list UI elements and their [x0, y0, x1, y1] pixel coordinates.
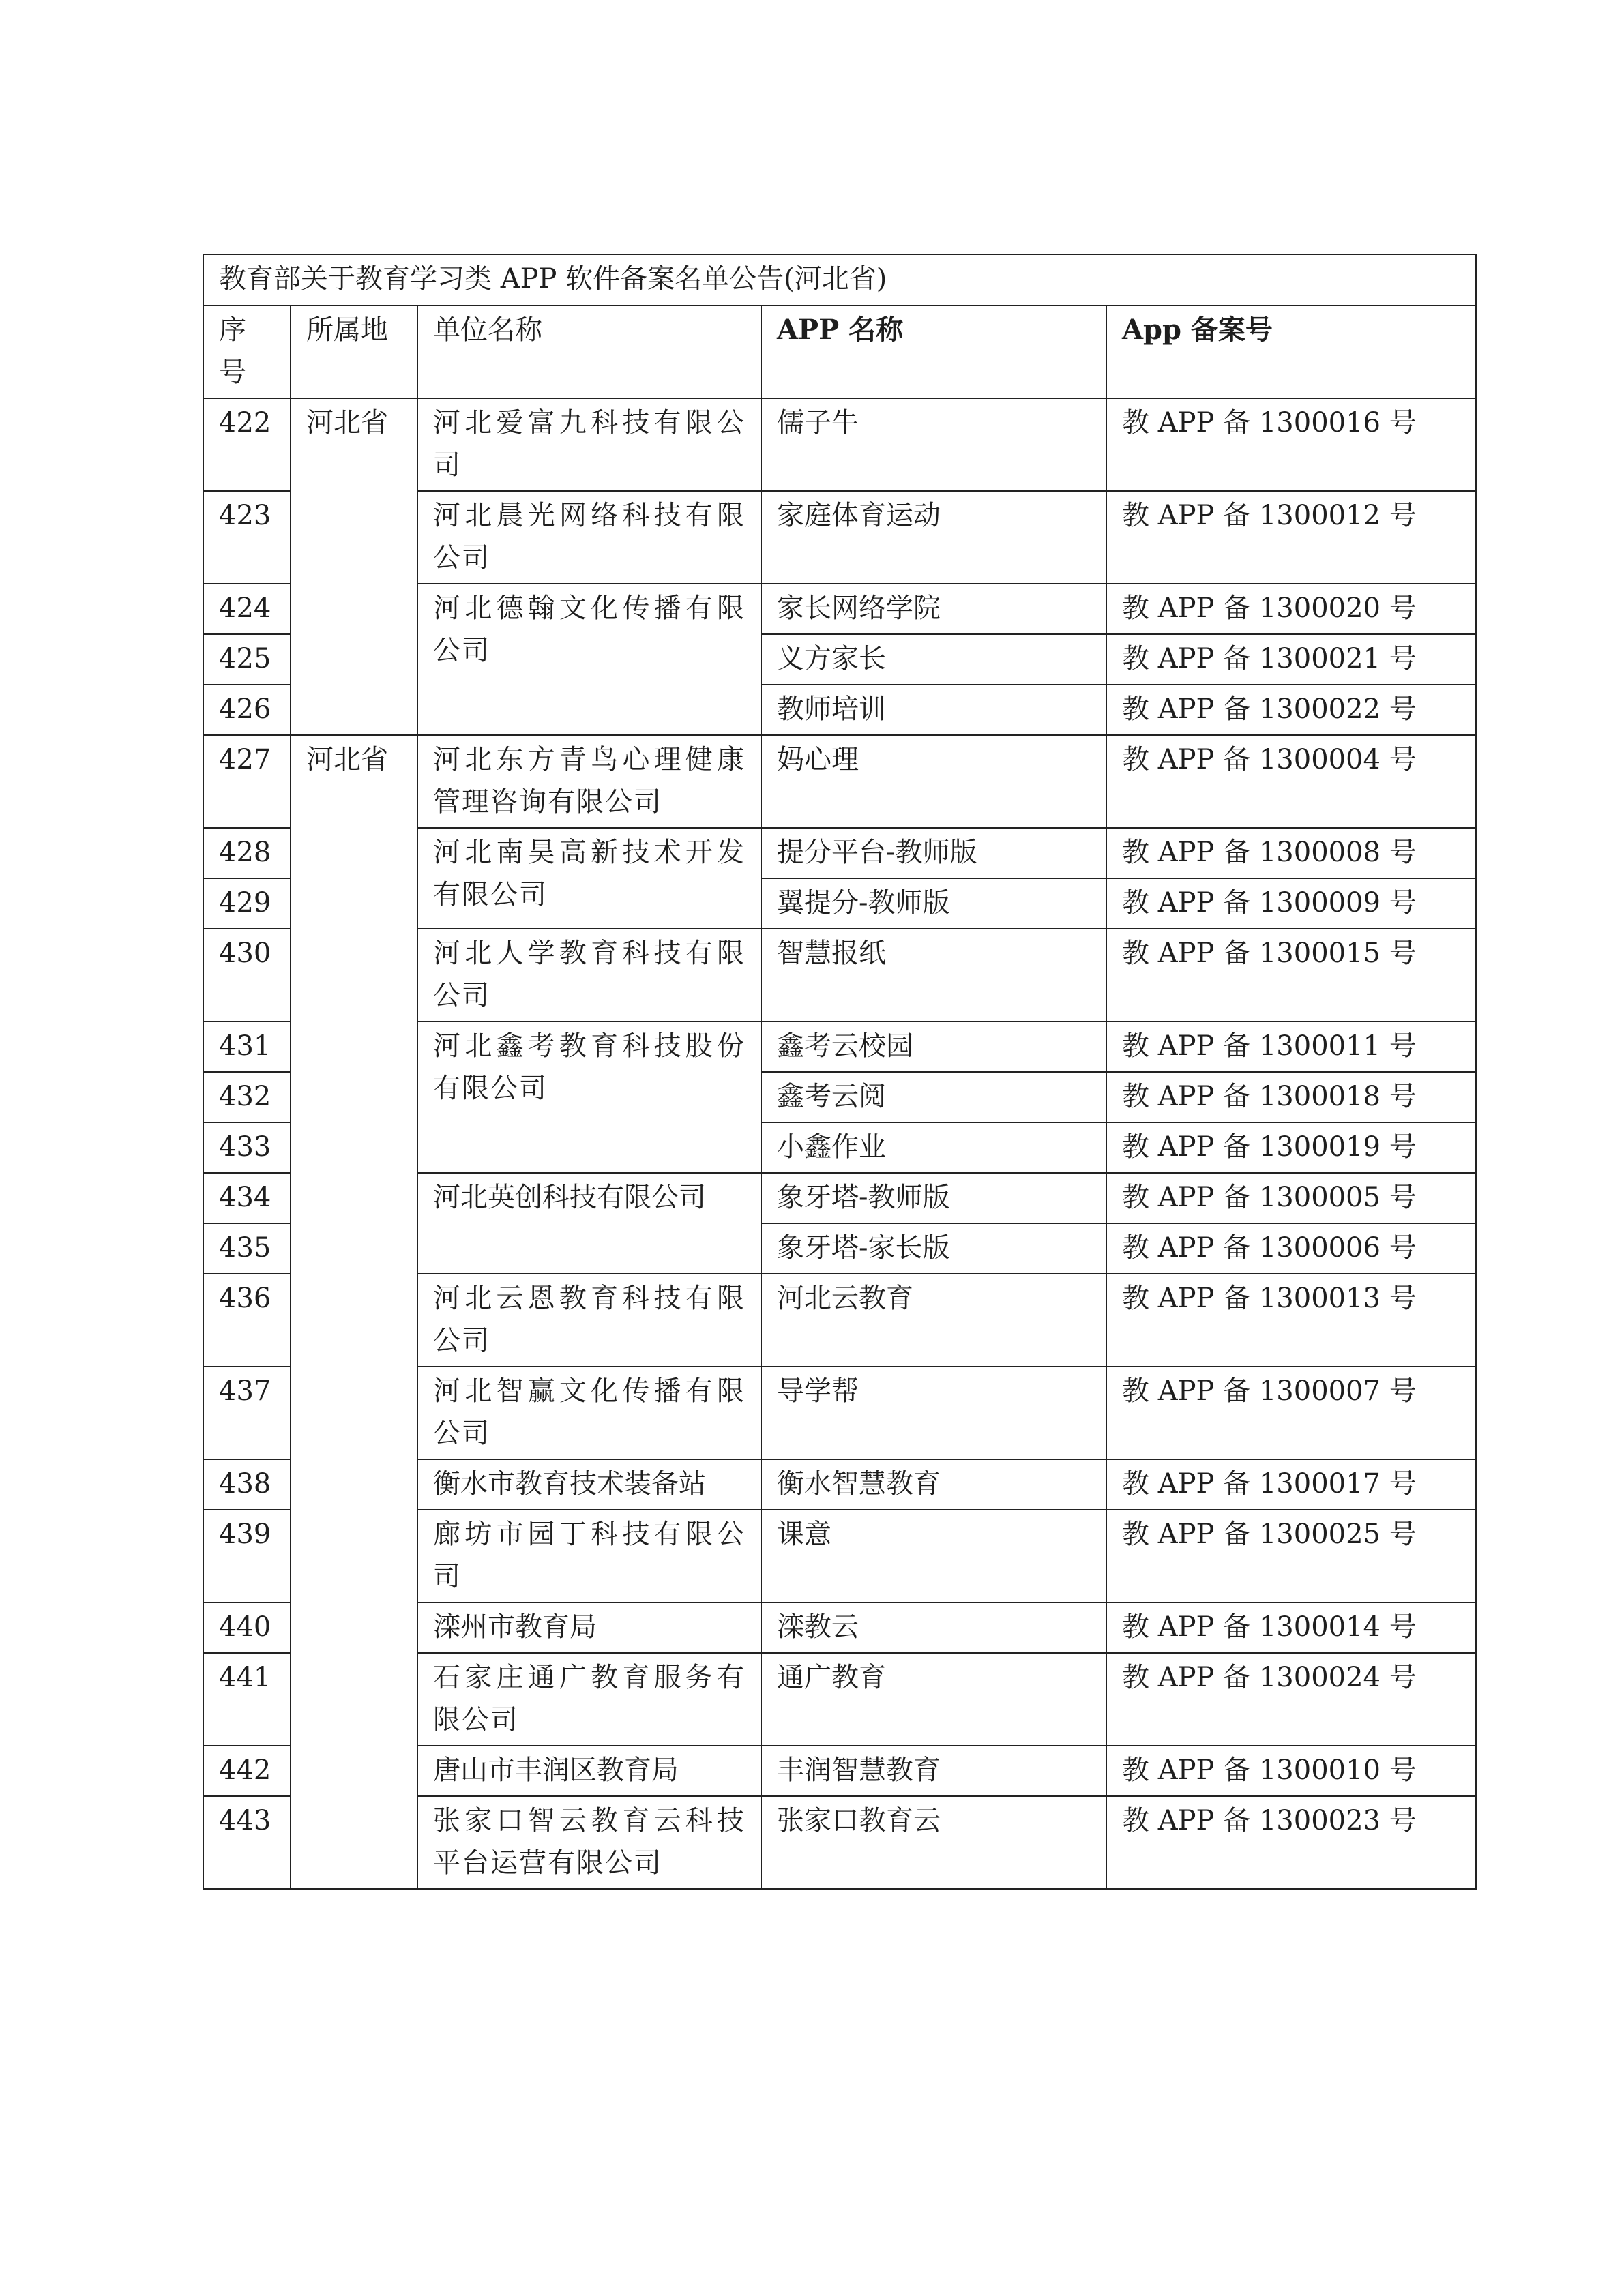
seq-cell: 436 [203, 1274, 291, 1367]
title-row [203, 254, 1476, 305]
seq-cell: 438 [203, 1459, 291, 1510]
region-cell: 河北省 [291, 735, 417, 1889]
seq-cell: 433 [203, 1122, 291, 1173]
seq-cell: 429 [203, 878, 291, 929]
seq-cell: 443 [203, 1796, 291, 1889]
region-cell: 河北省 [291, 398, 417, 735]
app-name-cell: 衡水智慧教育 [761, 1459, 1106, 1510]
record-no-cell: 教 APP 备 1300014 号 [1106, 1602, 1476, 1653]
record-no-cell: 教 APP 备 1300023 号 [1106, 1796, 1476, 1889]
seq-cell: 441 [203, 1653, 291, 1746]
seq-cell: 430 [203, 929, 291, 1022]
record-no-cell: 教 APP 备 1300005 号 [1106, 1173, 1476, 1223]
unit-cell: 唐山市丰润区教育局 [417, 1746, 761, 1796]
unit-cell: 河北东方青鸟心理健康管理咨询有限公司 [417, 735, 761, 828]
record-no-cell: 教 APP 备 1300016 号 [1106, 398, 1476, 491]
app-name-cell: 象牙塔-教师版 [761, 1173, 1106, 1223]
record-no-cell: 教 APP 备 1300022 号 [1106, 685, 1476, 735]
record-no-cell: 教 APP 备 1300015 号 [1106, 929, 1476, 1022]
unit-cell: 河北晨光网络科技有限公司 [417, 491, 761, 584]
seq-cell: 432 [203, 1072, 291, 1122]
unit-cell: 廊坊市园丁科技有限公司 [417, 1510, 761, 1602]
header-unit: 单位名称 [417, 305, 761, 398]
unit-cell: 河北云恩教育科技有限公司 [417, 1274, 761, 1367]
header-app-name: APP 名称 [761, 305, 1106, 398]
seq-cell: 434 [203, 1173, 291, 1223]
record-no-cell: 教 APP 备 1300019 号 [1106, 1122, 1476, 1173]
unit-cell: 河北德翰文化传播有限公司 [417, 584, 761, 735]
seq-cell: 423 [203, 491, 291, 584]
unit-cell: 张家口智云教育云科技平台运营有限公司 [417, 1796, 761, 1889]
unit-cell: 河北智赢文化传播有限公司 [417, 1367, 761, 1459]
app-name-cell: 通广教育 [761, 1653, 1106, 1746]
record-no-cell: 教 APP 备 1300021 号 [1106, 634, 1476, 685]
record-no-cell: 教 APP 备 1300020 号 [1106, 584, 1476, 634]
app-name-cell: 小鑫作业 [761, 1122, 1106, 1173]
app-name-cell: 象牙塔-家长版 [761, 1223, 1106, 1274]
seq-cell: 431 [203, 1022, 291, 1072]
app-name-cell: 智慧报纸 [761, 929, 1106, 1022]
unit-cell: 河北南昊高新技术开发有限公司 [417, 828, 761, 929]
record-no-cell: 教 APP 备 1300025 号 [1106, 1510, 1476, 1602]
record-no-cell: 教 APP 备 1300010 号 [1106, 1746, 1476, 1796]
record-no-cell: 教 APP 备 1300008 号 [1106, 828, 1476, 878]
seq-cell: 442 [203, 1746, 291, 1796]
seq-cell: 424 [203, 584, 291, 634]
app-name-cell: 课意 [761, 1510, 1106, 1602]
app-name-cell: 张家口教育云 [761, 1796, 1106, 1889]
header-seq: 序号 [203, 305, 291, 398]
app-name-cell: 导学帮 [761, 1367, 1106, 1459]
app-name-cell: 滦教云 [761, 1602, 1106, 1653]
record-no-cell: 教 APP 备 1300017 号 [1106, 1459, 1476, 1510]
app-name-cell: 教师培训 [761, 685, 1106, 735]
seq-cell: 426 [203, 685, 291, 735]
app-name-cell: 翼提分-教师版 [761, 878, 1106, 929]
app-name-cell: 妈心理 [761, 735, 1106, 828]
table-title: 教育部关于教育学习类 APP 软件备案名单公告(河北省) [203, 254, 1476, 305]
app-name-cell: 提分平台-教师版 [761, 828, 1106, 878]
record-no-cell: 教 APP 备 1300006 号 [1106, 1223, 1476, 1274]
unit-cell: 河北爱富九科技有限公司 [417, 398, 761, 491]
app-name-cell: 鑫考云校园 [761, 1022, 1106, 1072]
record-no-cell: 教 APP 备 1300011 号 [1106, 1022, 1476, 1072]
header-region: 所属地 [291, 305, 417, 398]
record-no-cell: 教 APP 备 1300024 号 [1106, 1653, 1476, 1746]
unit-cell: 河北人学教育科技有限公司 [417, 929, 761, 1022]
unit-cell: 衡水市教育技术装备站 [417, 1459, 761, 1510]
seq-cell: 425 [203, 634, 291, 685]
record-no-cell: 教 APP 备 1300012 号 [1106, 491, 1476, 584]
app-name-cell: 鑫考云阅 [761, 1072, 1106, 1122]
table-row [203, 735, 1476, 828]
unit-cell: 石家庄通广教育服务有限公司 [417, 1653, 761, 1746]
record-no-cell: 教 APP 备 1300007 号 [1106, 1367, 1476, 1459]
seq-cell: 422 [203, 398, 291, 491]
record-no-cell: 教 APP 备 1300009 号 [1106, 878, 1476, 929]
seq-cell: 440 [203, 1602, 291, 1653]
seq-cell: 435 [203, 1223, 291, 1274]
record-no-cell: 教 APP 备 1300004 号 [1106, 735, 1476, 828]
unit-cell: 河北鑫考教育科技股份有限公司 [417, 1022, 761, 1173]
header-record-no: App 备案号 [1106, 305, 1476, 398]
app-name-cell: 丰润智慧教育 [761, 1746, 1106, 1796]
record-no-cell: 教 APP 备 1300013 号 [1106, 1274, 1476, 1367]
app-name-cell: 家庭体育运动 [761, 491, 1106, 584]
table-row [203, 398, 1476, 491]
header-row [203, 305, 1476, 398]
unit-cell: 滦州市教育局 [417, 1602, 761, 1653]
record-no-cell: 教 APP 备 1300018 号 [1106, 1072, 1476, 1122]
app-name-cell: 义方家长 [761, 634, 1106, 685]
unit-cell: 河北英创科技有限公司 [417, 1173, 761, 1274]
app-name-cell: 家长网络学院 [761, 584, 1106, 634]
app-name-cell: 河北云教育 [761, 1274, 1106, 1367]
seq-cell: 428 [203, 828, 291, 878]
seq-cell: 437 [203, 1367, 291, 1459]
app-name-cell: 儒子牛 [761, 398, 1106, 491]
app-record-table [203, 254, 1477, 1890]
seq-cell: 439 [203, 1510, 291, 1602]
seq-cell: 427 [203, 735, 291, 828]
